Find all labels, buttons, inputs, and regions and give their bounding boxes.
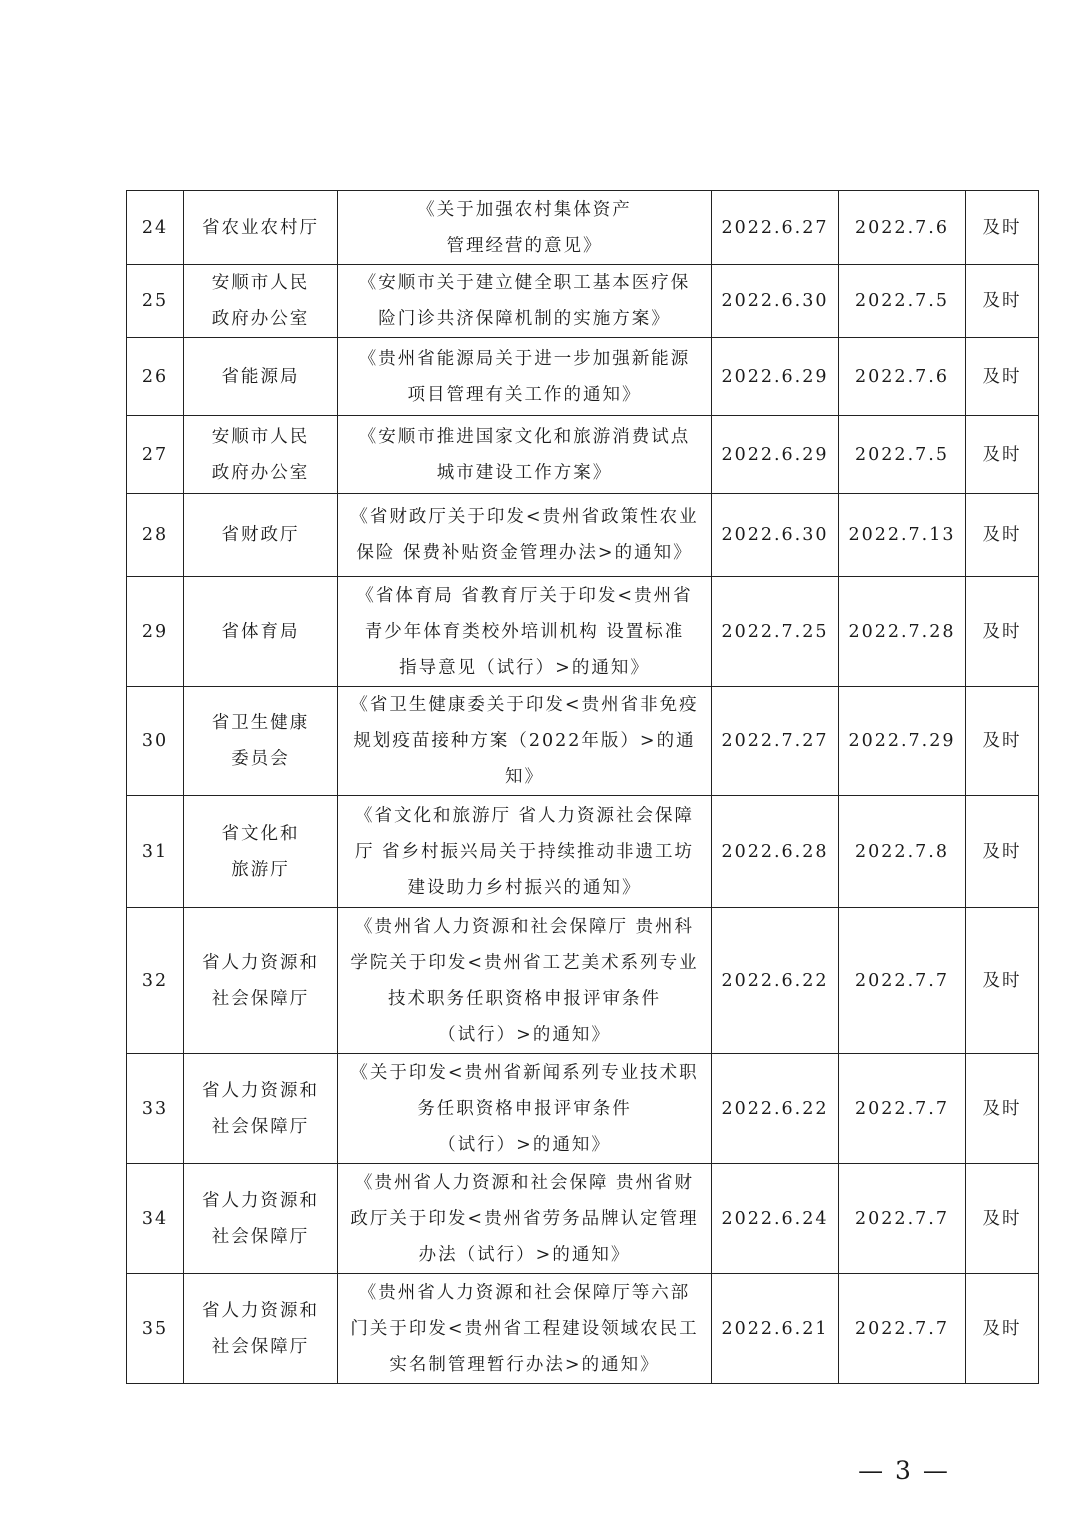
table-row <box>127 687 1039 796</box>
issuing-unit-cell-line: 省人力资源和 <box>202 1190 319 1211</box>
table-row <box>127 908 1039 1054</box>
status-cell: 及时 <box>966 191 1039 265</box>
document-title-cell-line: 办法（试行）>的通知》 <box>418 1244 631 1265</box>
filing-date-cell: 2022.7.28 <box>839 577 966 687</box>
issuing-unit-cell-line: 省人力资源和 <box>202 952 319 973</box>
issuing-unit-cell <box>184 908 338 1054</box>
issue-date-cell: 2022.6.29 <box>712 338 839 416</box>
document-title-cell-line: 门关于印发<贵州省工程建设领域农民工 <box>350 1318 699 1339</box>
document-title-cell <box>338 796 712 908</box>
filing-table-body <box>127 191 1039 1384</box>
table-row <box>127 338 1039 416</box>
issuing-unit-cell <box>184 265 338 338</box>
document-title-cell-line: 技术职务任职资格申报评审条件 <box>388 988 661 1009</box>
filing-date-cell: 2022.7.5 <box>839 416 966 494</box>
issuing-unit-cell <box>184 577 338 687</box>
document-title-cell-line: 学院关于印发<贵州省工艺美术系列专业 <box>350 952 699 973</box>
issuing-unit-cell-line: 社会保障厅 <box>211 1226 310 1247</box>
issue-date-cell: 2022.6.22 <box>712 1054 839 1164</box>
filing-date-cell: 2022.7.13 <box>839 494 966 577</box>
document-title-cell-line: 厅 省乡村振兴局关于持续推动非遗工坊 <box>354 841 695 862</box>
document-title-cell-line: （试行）>的通知》 <box>438 1134 611 1155</box>
status-cell: 及时 <box>966 1164 1039 1274</box>
issue-date-cell: 2022.6.28 <box>712 796 839 908</box>
issue-date-cell: 2022.6.30 <box>712 494 839 577</box>
document-title-cell-line: 险门诊共济保障机制的实施方案》 <box>378 309 671 329</box>
document-title-cell-line: 《省财政厅关于印发<贵州省政策性农业 <box>350 507 699 527</box>
document-title-cell-line: 《贵州省人力资源和社会保障 贵州省财 <box>354 1172 695 1193</box>
document-title-cell-line: 青少年体育类校外培训机构 设置标准 <box>364 621 685 642</box>
issuing-unit-cell <box>184 1164 338 1274</box>
issuing-unit-cell-line: 委员会 <box>231 749 290 769</box>
filing-date-cell: 2022.7.7 <box>839 908 966 1054</box>
filing-date-cell: 2022.7.6 <box>839 191 966 265</box>
issue-date-cell: 2022.6.29 <box>712 416 839 494</box>
issue-date-cell: 2022.7.27 <box>712 687 839 796</box>
status-cell: 及时 <box>966 908 1039 1054</box>
document-title-cell <box>338 265 712 338</box>
document-title-cell <box>338 577 712 687</box>
filing-date-cell: 2022.7.6 <box>839 338 966 416</box>
status-cell: 及时 <box>966 687 1039 796</box>
table-row <box>127 416 1039 494</box>
issuing-unit-cell <box>184 1274 338 1384</box>
document-title-cell-line: 城市建设工作方案》 <box>436 462 613 483</box>
issuing-unit-cell-line: 省文化和 <box>221 823 300 844</box>
table-row <box>127 1054 1039 1164</box>
document-title-cell-line: 《省体育局 省教育厅关于印发<贵州省 <box>356 585 693 606</box>
row-number-cell: 30 <box>127 687 184 796</box>
status-cell: 及时 <box>966 796 1039 908</box>
issue-date-cell: 2022.6.22 <box>712 908 839 1054</box>
status-cell: 及时 <box>966 416 1039 494</box>
status-cell: 及时 <box>966 1054 1039 1164</box>
document-title-cell-line: 建设助力乡村振兴的通知》 <box>407 877 642 898</box>
issuing-unit-cell-line: 安顺市人民 <box>211 273 310 293</box>
issuing-unit-cell-line: 省能源局 <box>221 366 300 387</box>
document-title-cell <box>338 416 712 494</box>
document-title-cell-line: 《省卫生健康委关于印发<贵州省非免疫 <box>350 695 699 715</box>
document-title-cell <box>338 1164 712 1274</box>
issuing-unit-cell-line: 旅游厅 <box>231 859 290 880</box>
status-cell: 及时 <box>966 1274 1039 1384</box>
filing-table <box>126 190 1039 1384</box>
document-title-cell-line: 务任职资格申报评审条件 <box>417 1098 632 1119</box>
status-cell: 及时 <box>966 265 1039 338</box>
document-title-cell-line: 政厅关于印发<贵州省劳务品牌认定管理 <box>350 1208 699 1229</box>
issuing-unit-cell-line: 社会保障厅 <box>211 1336 310 1357</box>
page-number: — 3 — <box>858 1456 950 1485</box>
document-title-cell-line: 《贵州省能源局关于进一步加强新能源 <box>358 348 691 369</box>
issuing-unit-cell-line: 省农业农村厅 <box>202 217 319 238</box>
filing-date-cell: 2022.7.8 <box>839 796 966 908</box>
document-title-cell <box>338 338 712 416</box>
issuing-unit-cell <box>184 191 338 265</box>
document-title-cell-line: 规划疫苗接种方案（2022年版）>的通知》 <box>353 731 696 787</box>
issuing-unit-cell <box>184 416 338 494</box>
row-number-cell: 29 <box>127 577 184 687</box>
issue-date-cell: 2022.6.24 <box>712 1164 839 1274</box>
issue-date-cell: 2022.6.21 <box>712 1274 839 1384</box>
document-title-cell-line: 指导意见（试行）>的通知》 <box>399 657 650 678</box>
row-number-cell: 28 <box>127 494 184 577</box>
table-row <box>127 1164 1039 1274</box>
issuing-unit-cell <box>184 1054 338 1164</box>
issuing-unit-cell-line: 省体育局 <box>221 621 300 642</box>
status-cell: 及时 <box>966 494 1039 577</box>
document-title-cell <box>338 1274 712 1384</box>
filing-date-cell: 2022.7.7 <box>839 1274 966 1384</box>
filing-date-cell: 2022.7.29 <box>839 687 966 796</box>
document-title-cell-line: 实名制管理暂行办法>的通知》 <box>389 1354 660 1375</box>
row-number-cell: 24 <box>127 191 184 265</box>
table-row <box>127 191 1039 265</box>
document-title-cell-line: 《贵州省人力资源和社会保障厅 贵州科 <box>354 916 695 937</box>
issuing-unit-cell <box>184 494 338 577</box>
document-title-cell-line: 《安顺市推进国家文化和旅游消费试点 <box>358 426 691 447</box>
issuing-unit-cell-line: 省人力资源和 <box>202 1300 319 1321</box>
document-title-cell-line: （试行）>的通知》 <box>438 1024 611 1045</box>
document-title-cell-line: 《省文化和旅游厅 省人力资源社会保障 <box>354 805 695 826</box>
filing-date-cell: 2022.7.5 <box>839 265 966 338</box>
document-title-cell-line: 《贵州省人力资源和社会保障厅等六部 <box>358 1282 691 1303</box>
issuing-unit-cell <box>184 796 338 908</box>
status-cell: 及时 <box>966 577 1039 687</box>
issuing-unit-cell-line: 政府办公室 <box>211 462 310 483</box>
filing-date-cell: 2022.7.7 <box>839 1054 966 1164</box>
document-title-cell <box>338 494 712 577</box>
filing-date-cell: 2022.7.7 <box>839 1164 966 1274</box>
row-number-cell: 34 <box>127 1164 184 1274</box>
row-number-cell: 32 <box>127 908 184 1054</box>
row-number-cell: 25 <box>127 265 184 338</box>
document-title-cell-line: 《关于印发<贵州省新闻系列专业技术职 <box>350 1062 699 1083</box>
issue-date-cell: 2022.6.27 <box>712 191 839 265</box>
document-title-cell-line: 保险 保费补贴资金管理办法>的通知》 <box>356 543 693 563</box>
row-number-cell: 31 <box>127 796 184 908</box>
issuing-unit-cell-line: 省卫生健康 <box>211 713 310 733</box>
document-title-cell <box>338 1054 712 1164</box>
issuing-unit-cell-line: 省人力资源和 <box>202 1080 319 1101</box>
status-cell: 及时 <box>966 338 1039 416</box>
table-row <box>127 1274 1039 1384</box>
issuing-unit-cell-line: 省财政厅 <box>221 525 300 545</box>
issuing-unit-cell <box>184 687 338 796</box>
table-row <box>127 577 1039 687</box>
row-number-cell: 33 <box>127 1054 184 1164</box>
row-number-cell: 26 <box>127 338 184 416</box>
row-number-cell: 27 <box>127 416 184 494</box>
issuing-unit-cell-line: 安顺市人民 <box>211 426 310 447</box>
issue-date-cell: 2022.7.25 <box>712 577 839 687</box>
document-title-cell <box>338 687 712 796</box>
document-title-cell-line: 《安顺市关于建立健全职工基本医疗保 <box>358 273 691 293</box>
table-row <box>127 796 1039 908</box>
issuing-unit-cell-line: 政府办公室 <box>211 309 310 329</box>
issuing-unit-cell-line: 社会保障厅 <box>211 1116 310 1137</box>
document-title-cell-line: 管理经营的意见》 <box>446 235 603 256</box>
document-title-cell <box>338 191 712 265</box>
issuing-unit-cell-line: 社会保障厅 <box>211 988 310 1009</box>
table-row <box>127 265 1039 338</box>
table-row <box>127 494 1039 577</box>
document-title-cell <box>338 908 712 1054</box>
document-title-cell-line: 《关于加强农村集体资产 <box>417 199 632 220</box>
row-number-cell: 35 <box>127 1274 184 1384</box>
issue-date-cell: 2022.6.30 <box>712 265 839 338</box>
issuing-unit-cell <box>184 338 338 416</box>
document-title-cell-line: 项目管理有关工作的通知》 <box>407 384 642 405</box>
